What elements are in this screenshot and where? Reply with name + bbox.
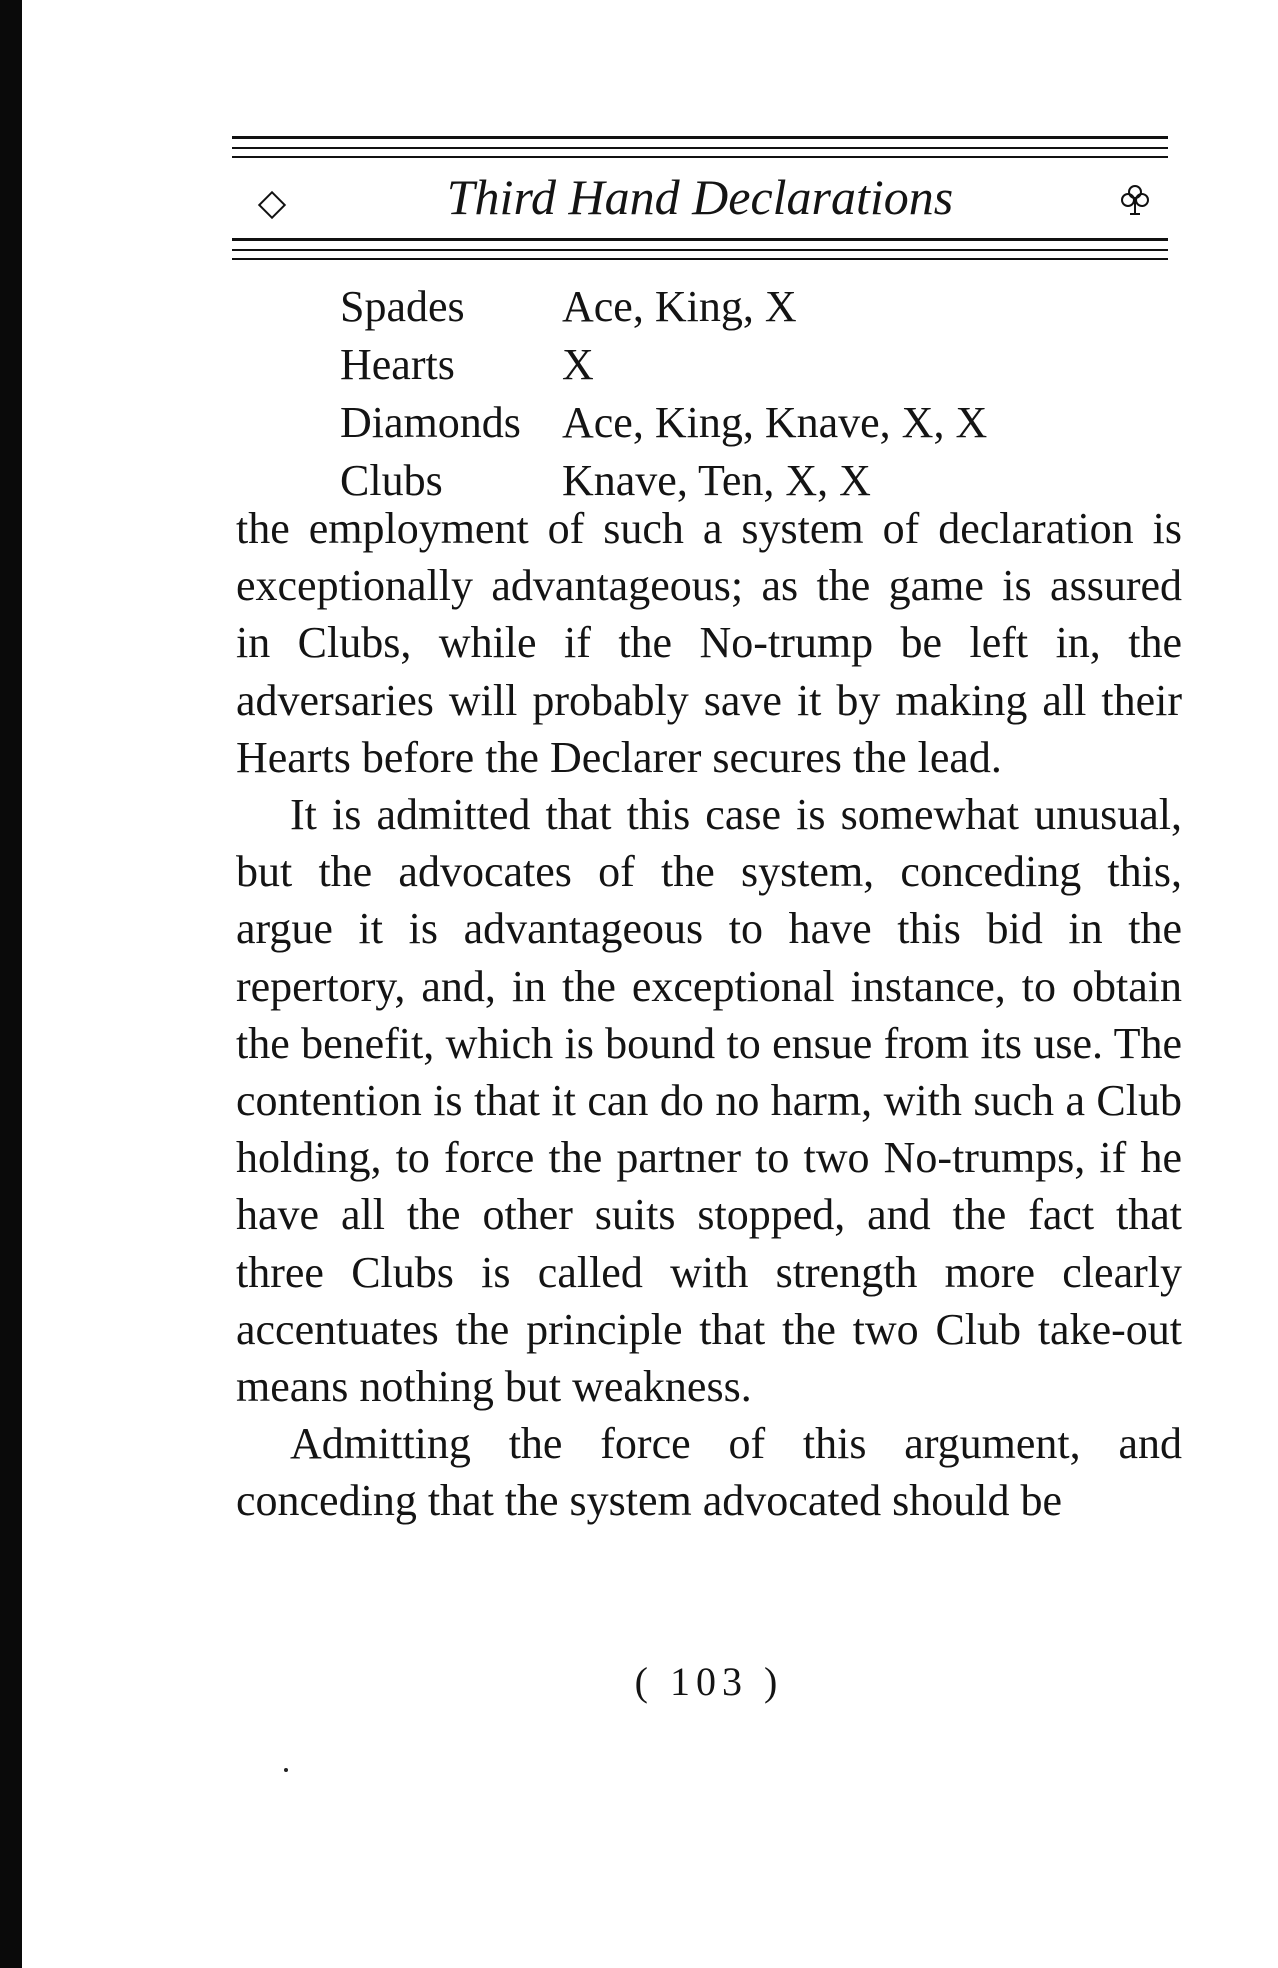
paragraph: the employment of such a system of declaration is exceptionally advantageous; as the game is assured in Clubs, while if the No-trump be left in, the adversaries will probably save it by making all their Hearts before the Declarer secures the lead. xyxy=(236,504,1182,782)
header-rule xyxy=(232,147,1168,149)
suit-name: Diamonds xyxy=(340,398,521,447)
running-header xyxy=(232,165,1168,231)
page-number: ( 103 ) xyxy=(634,1659,784,1704)
book-binding-edge xyxy=(0,0,22,1968)
hand-row xyxy=(340,394,987,452)
suit-name: Spades xyxy=(340,282,465,331)
paragraph: Admitting the force of this argument, and conceding that the system advocated should be xyxy=(236,1419,1182,1526)
suit-cards: Knave, Ten, X, X xyxy=(562,456,871,505)
header-rule xyxy=(232,249,1168,251)
paper-speck xyxy=(284,1768,288,1772)
header-rule xyxy=(232,258,1168,260)
suit-cards: Ace, King, Knave, X, X xyxy=(562,398,988,447)
hand-table xyxy=(340,278,987,510)
paragraph: It is admitted that this case is somewhat unusual, but the advocates of the system, conceding this, argue it is advantageous to have this bid in the repertory, and, in the exceptional instance, to obtain the benefit, which is bound to ensue from its use. The contention is that it can do no harm, with such a Club holding, to force the partner to two No-trumps, if he have all the other suits stopped, and the fact that three Clubs is called with strength more clearly accentuates the principle that the two Club take-out means nothing but weakness. xyxy=(236,790,1182,1412)
header-rule xyxy=(232,136,1168,139)
body-text xyxy=(236,500,1182,1530)
hand-row xyxy=(340,336,987,394)
hand-row xyxy=(340,278,987,336)
suit-cards: Ace, King, X xyxy=(562,282,797,331)
club-icon xyxy=(1120,183,1150,217)
header-rule xyxy=(232,238,1168,241)
page-title: Third Hand Declarations xyxy=(446,169,954,225)
suit-cards: X xyxy=(562,340,594,389)
suit-name: Hearts xyxy=(340,340,455,389)
suit-name: Clubs xyxy=(340,456,443,505)
header-rule xyxy=(232,156,1168,158)
